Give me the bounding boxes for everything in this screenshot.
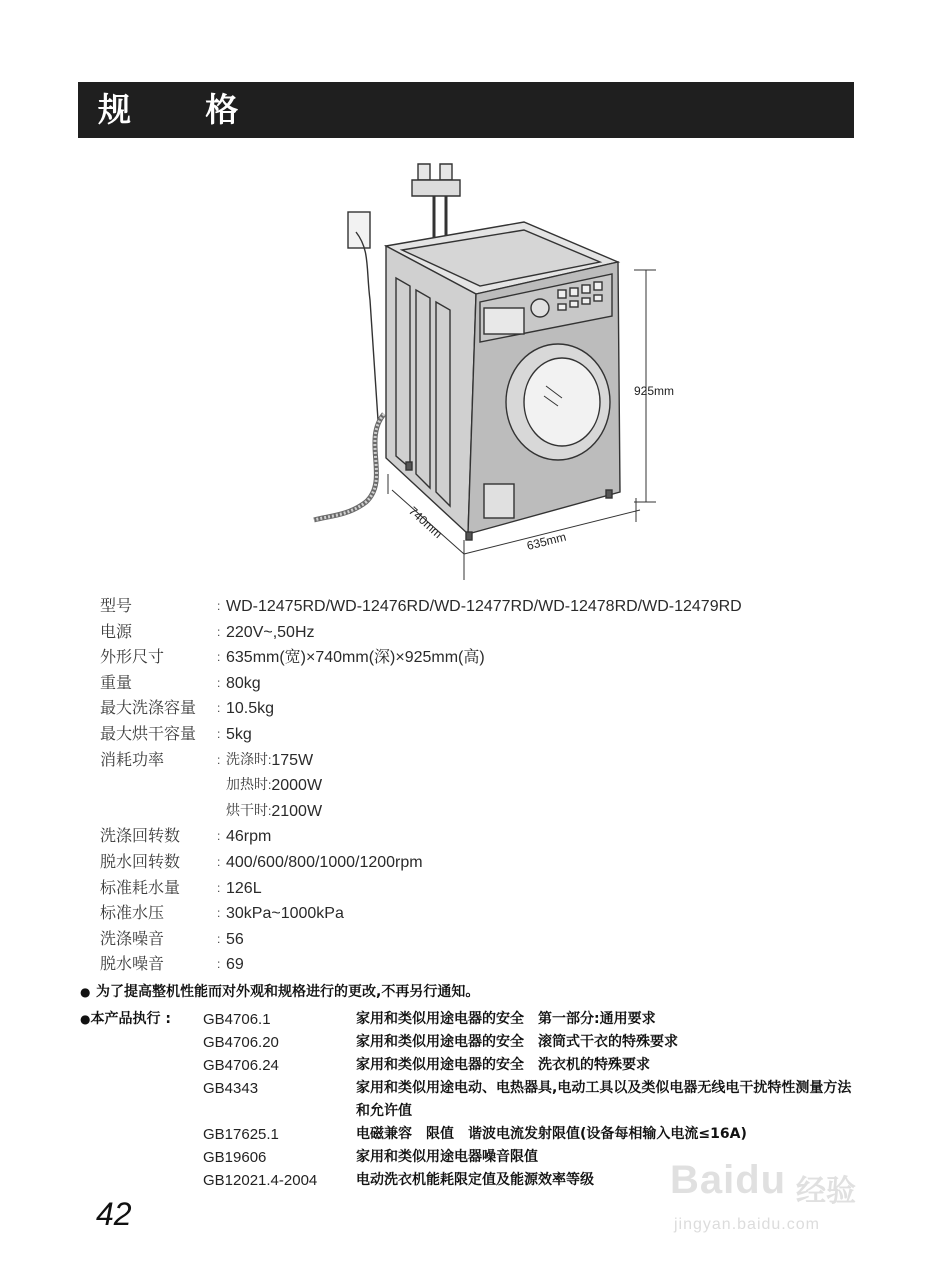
standard-row: [80, 1123, 880, 1146]
spec-label: 洗涤回转数: [100, 828, 181, 846]
spec-colon: :: [217, 880, 221, 895]
watermark: [664, 1150, 884, 1250]
standard-code: GB4706.1: [203, 1011, 271, 1028]
spec-colon: :: [217, 726, 221, 741]
standard-desc: 电动洗衣机能耗限定值及能源效率等级: [356, 1172, 594, 1188]
spec-colon: :: [217, 957, 221, 972]
spec-label: 重量: [100, 674, 133, 692]
spec-value: 46rpm: [226, 828, 272, 846]
drain-hose: [314, 414, 384, 520]
filter-cover: [484, 484, 514, 518]
standard-code: GB12021.4-2004: [203, 1172, 318, 1189]
spec-value: 2100W: [271, 802, 323, 820]
spec-colon: :: [268, 803, 272, 818]
standard-desc: 电磁兼容 限值 谐波电流发射限值(设备每相输入电流≤16A): [356, 1126, 747, 1142]
spec-row-max-wash: [100, 696, 860, 722]
spec-label: 最大洗涤容量: [100, 700, 197, 718]
spec-row-power-supply: [100, 620, 860, 646]
spec-row-spin-noise: [100, 952, 860, 978]
spec-value: 2000W: [271, 777, 323, 795]
washing-machine-illustration: [300, 150, 700, 590]
standard-code: GB4343: [203, 1080, 259, 1097]
program-knob: [531, 299, 549, 317]
spec-row-wash-speed: [100, 824, 860, 850]
section-title: 规 格: [78, 82, 854, 138]
wall-socket: [348, 212, 370, 248]
change-notice-text: 为了提高整机性能而对外观和规格进行的更改,不再另行通知。: [96, 984, 480, 1000]
power-cord: [356, 232, 378, 420]
spec-label: 洗涤噪音: [100, 930, 165, 948]
sub-label: 烘干时: [226, 802, 268, 819]
spec-label: 最大烘干容量: [100, 725, 197, 743]
spec-label: 型号: [100, 598, 133, 615]
spec-row-water-use: [100, 876, 860, 902]
spec-label: 标准水压: [100, 905, 165, 923]
watermark-brand: Baidu: [670, 1158, 787, 1202]
detergent-drawer: [484, 308, 524, 334]
spec-colon: :: [217, 752, 221, 767]
standard-row: [80, 1031, 880, 1054]
spec-colon: :: [268, 778, 272, 793]
spec-label: 消耗功率: [100, 751, 165, 769]
spec-value: 400/600/800/1000/1200rpm: [226, 853, 423, 871]
spec-colon: :: [217, 701, 221, 716]
standard-row: [80, 1077, 880, 1123]
standard-desc: 家用和类似用途电器的安全 洗衣机的特殊要求: [356, 1057, 650, 1073]
standard-desc: 家用和类似用途电器噪音限值: [356, 1149, 538, 1165]
spec-value: 69: [226, 956, 244, 974]
spec-row-weight: [100, 671, 860, 697]
standard-row: [80, 1054, 880, 1077]
spec-row-max-dry: [100, 722, 860, 748]
depth-dimension-label: 740mm: [405, 503, 446, 542]
standard-code: GB19606: [203, 1149, 267, 1166]
watermark-url: jingyan.baidu.com: [674, 1216, 820, 1233]
change-notice: [80, 980, 880, 1004]
spec-colon: :: [217, 624, 221, 639]
spec-value: 10.5kg: [226, 700, 275, 718]
spec-row-model: [100, 594, 860, 620]
sub-label: 加热时: [226, 777, 268, 794]
spec-value: 635mm(宽)×740mm(深)×925mm(高): [226, 649, 485, 667]
standard-desc: 家用和类似用途电器的安全 第一部分:通用要求: [356, 1011, 656, 1027]
spec-value: WD-12475RD/WD-12476RD/WD-12477RD/WD-12478RD/WD-12479RD: [226, 598, 742, 615]
spec-row-dimensions: [100, 645, 860, 671]
spec-value: 80kg: [226, 674, 261, 692]
note-row: [80, 980, 880, 1004]
spec-colon: :: [217, 675, 221, 690]
bullet-icon: ●: [80, 1012, 91, 1026]
spec-colon: :: [217, 854, 221, 869]
spec-value: 126L: [226, 879, 262, 897]
spec-colon: :: [268, 752, 272, 767]
spec-label: 脱水回转数: [100, 853, 181, 871]
spec-colon: :: [217, 599, 221, 613]
bullet-icon: ●: [80, 985, 91, 999]
spec-colon: :: [217, 931, 221, 946]
spec-label: 标准耗水量: [100, 879, 181, 897]
standard-code: GB17625.1: [203, 1126, 279, 1143]
spec-label: 外形尺寸: [100, 649, 165, 667]
standards-prefix: [80, 1008, 203, 1031]
spec-row-power-consumption: [100, 748, 860, 774]
height-dimension-label: 925mm: [634, 384, 675, 398]
spec-colon: :: [217, 829, 221, 844]
spec-colon: :: [217, 906, 221, 921]
spec-row-dry-power: [100, 799, 860, 825]
spec-table: [100, 594, 860, 978]
sub-label: 洗涤时: [226, 751, 268, 768]
page-number: 42: [96, 1196, 132, 1232]
spec-row-spin-speed: [100, 850, 860, 876]
standard-desc: 家用和类似用途电器的安全 滚筒式干衣的特殊要求: [356, 1034, 678, 1050]
spec-label: 电源: [100, 623, 133, 641]
standard-desc: 家用和类似用途电动、电热器具,电动工具以及类似电器无线电干扰特性测量方法和允许值: [356, 1080, 852, 1119]
spec-value: 30kPa~1000kPa: [226, 905, 344, 923]
spec-label: 脱水噪音: [100, 956, 165, 974]
spec-row-wash-noise: [100, 927, 860, 953]
standard-code: GB4706.24: [203, 1057, 279, 1074]
watermark-cn: 经验: [796, 1174, 856, 1209]
width-dimension-label: 635mm: [525, 529, 568, 553]
spec-value: 175W: [271, 751, 314, 769]
spec-value: 56: [226, 930, 244, 948]
spec-value: 5kg: [226, 725, 252, 743]
standard-code: GB4706.20: [203, 1034, 279, 1051]
standards-prefix-label: 本产品执行 :: [90, 1011, 171, 1027]
standard-row: [80, 1008, 880, 1031]
spec-row-heat-power: [100, 773, 860, 799]
spec-colon: :: [217, 650, 221, 665]
spec-row-water-pressure: [100, 901, 860, 927]
spec-value: 220V~,50Hz: [226, 623, 315, 641]
